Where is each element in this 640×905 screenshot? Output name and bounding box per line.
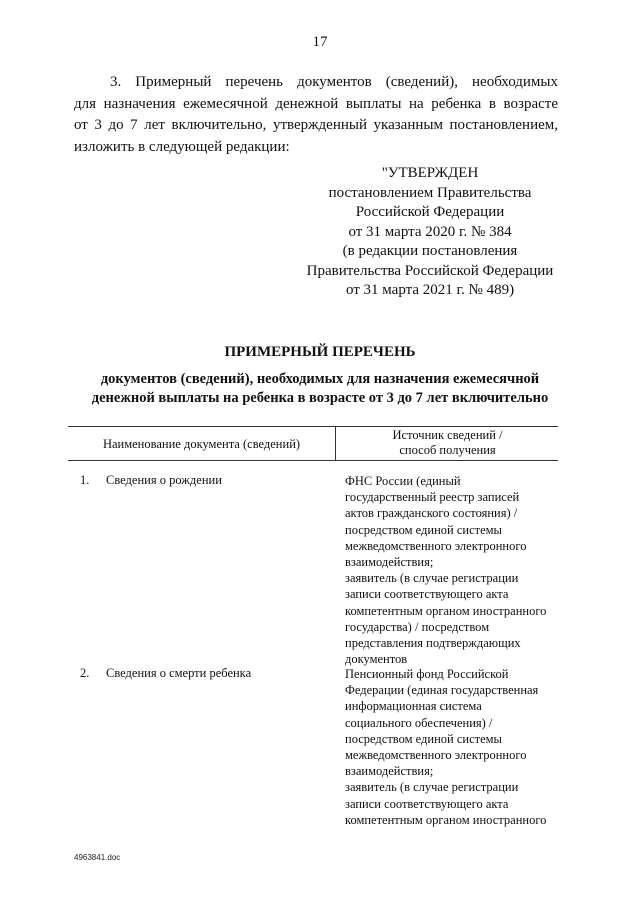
source-line: компетентным органом иностранного xyxy=(345,603,547,618)
source-line: актов гражданского состояния) / xyxy=(345,506,518,521)
intro-line: 3. Примерный перечень документов (сведений), необходимых xyxy=(110,74,558,90)
source-line: посредством единой системы xyxy=(345,731,502,746)
row-source xyxy=(345,473,560,667)
approval-line: от 31 марта 2021 г. № 489) xyxy=(345,282,515,298)
page-number: 17 xyxy=(312,34,328,50)
row-number: 2. xyxy=(80,666,90,680)
source-line: государственный реестр записей xyxy=(345,490,520,505)
source-line: взаимодействия; xyxy=(345,764,434,779)
intro-paragraph xyxy=(74,72,558,158)
source-line: записи соответствующего акта xyxy=(345,587,509,602)
column-header-source xyxy=(337,427,558,460)
source-line: записи соответствующего акта xyxy=(345,796,509,811)
row-document-name: Сведения о смерти ребенка xyxy=(106,666,252,680)
intro-line: изложить в следующей редакции: xyxy=(74,138,290,155)
source-line: Пенсионный фонд Российской xyxy=(345,667,509,681)
row-document-name: Сведения о рождении xyxy=(106,473,222,487)
source-line: государства) / посредством xyxy=(345,619,490,634)
footer-file-code: 4963841.doc xyxy=(74,853,121,862)
source-line: документов xyxy=(345,652,408,667)
source-line: ФНС России (единый xyxy=(345,474,461,488)
source-line: межведомственного электронного xyxy=(345,538,527,553)
intro-line: для назначения ежемесячной денежной выплаты на ребенка в возрасте xyxy=(74,95,558,112)
source-line: социального обеспечения) / xyxy=(345,715,493,730)
subtitle-line: денежной выплаты на ребенка в возрасте от 3 до 7 лет включительно xyxy=(91,390,549,406)
table-header xyxy=(68,426,558,461)
row-number: 1. xyxy=(80,473,90,487)
approval-line: "УТВЕРЖДЕН xyxy=(381,165,479,181)
column-header-source-line: способ получения xyxy=(399,443,496,457)
intro-line: от 3 до 7 лет включительно, утвержденный указанным постановлением, xyxy=(74,117,558,133)
source-line: заявитель (в случае регистрации xyxy=(345,780,519,795)
source-line: представления подтверждающих xyxy=(345,636,521,651)
approval-line: постановлением Правительства xyxy=(328,184,532,201)
approval-line: Правительства Российской Федерации xyxy=(306,262,554,279)
document-title: ПРИМЕРНЫЙ ПЕРЕЧЕНЬ xyxy=(224,344,416,360)
source-line: межведомственного электронного xyxy=(345,748,527,763)
approval-block xyxy=(300,164,560,301)
column-header-source-line: Источник сведений / xyxy=(392,428,503,442)
row-source xyxy=(345,666,560,828)
approval-line: Российской Федерации xyxy=(355,204,505,220)
document-subtitle xyxy=(60,370,580,408)
source-line: Федерации (единая государственная xyxy=(345,683,539,698)
source-line: посредством единой системы xyxy=(345,522,502,537)
subtitle-line: документов (сведений), необходимых для назначения ежемесячной xyxy=(100,371,540,387)
source-line: компетентным органом иностранного xyxy=(345,812,547,827)
approval-line: от 31 марта 2020 г. № 384 xyxy=(348,223,512,240)
column-header-document-name: Наименование документа (сведений) xyxy=(68,427,336,460)
approval-line: (в редакции постановления xyxy=(342,243,518,259)
source-line: заявитель (в случае регистрации xyxy=(345,571,519,586)
source-line: взаимодействия; xyxy=(345,555,434,570)
source-line: информационная система xyxy=(345,699,482,714)
